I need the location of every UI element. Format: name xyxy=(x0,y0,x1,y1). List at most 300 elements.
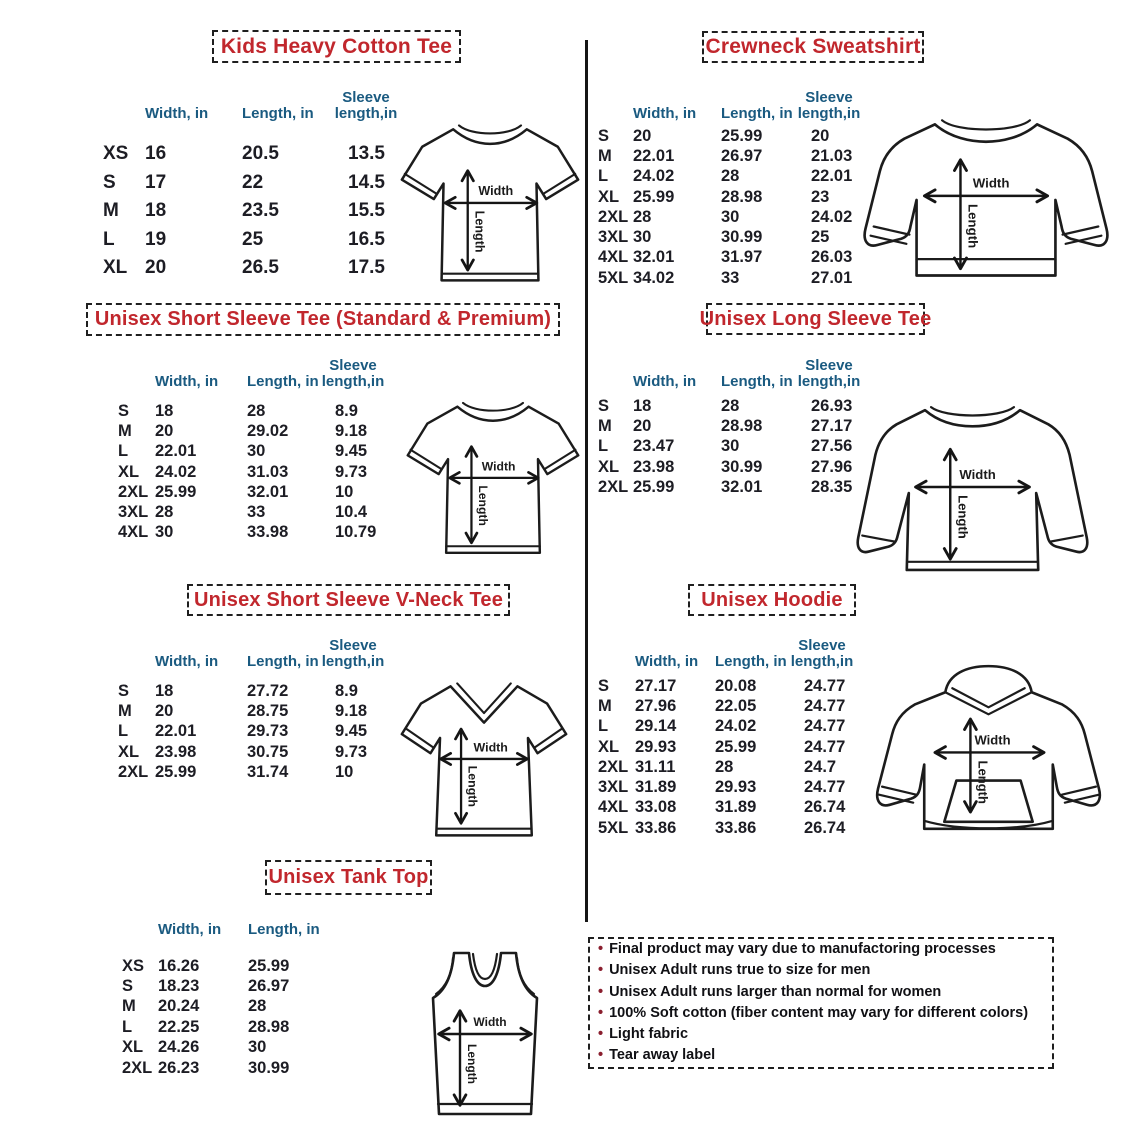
sleeve-value: 8.9 xyxy=(335,681,358,700)
length-value: 33.86 xyxy=(715,818,757,837)
size-label: L xyxy=(598,167,609,186)
width-value: 25.99 xyxy=(633,477,675,496)
length-value: 20.08 xyxy=(715,676,757,695)
bullet-icon: • xyxy=(598,941,604,957)
note-item xyxy=(598,1024,1048,1045)
table-row xyxy=(594,126,899,146)
size-label: M xyxy=(598,696,612,715)
table-row xyxy=(114,956,339,976)
table-row xyxy=(114,1058,339,1078)
size-label: XL xyxy=(598,187,620,206)
width-value: 16.26 xyxy=(158,956,200,975)
crewneck-illustration xyxy=(858,106,1114,300)
garment-outline xyxy=(408,407,579,553)
sleeve-value: 24.77 xyxy=(804,778,846,797)
sleeve-value: 17.5 xyxy=(348,257,385,279)
col-header-sleeve: Sleeve length,in xyxy=(790,637,854,670)
sleeve-value: 9.45 xyxy=(335,442,368,461)
hoodie-illustration xyxy=(866,660,1112,856)
length-value: 31.89 xyxy=(715,798,757,817)
length-value: 28 xyxy=(721,167,740,186)
garment-outline xyxy=(865,124,1108,275)
width-value: 27.17 xyxy=(635,676,677,695)
col-header-sleeve: Sleeve length,in xyxy=(797,357,861,390)
length-value: 28.75 xyxy=(247,701,289,720)
width-value: 25.99 xyxy=(155,762,197,781)
length-value: 30 xyxy=(247,442,266,461)
tank-top-table xyxy=(114,912,339,1078)
title-unisex-short-sleeve-tee xyxy=(86,303,560,336)
size-label: 4XL xyxy=(598,798,629,817)
table-header xyxy=(96,84,436,122)
size-label: L xyxy=(118,442,129,461)
length-value: 32.01 xyxy=(721,477,763,496)
length-value: 33.98 xyxy=(247,523,289,542)
col-header-sleeve: Sleeve length,in xyxy=(321,637,385,670)
table-row xyxy=(594,777,892,797)
width-arrow-label: Width xyxy=(478,184,514,199)
title-unisex-long-sleeve-tee xyxy=(699,303,932,335)
table-rows xyxy=(96,140,436,283)
table-row xyxy=(594,737,892,757)
size-label: L xyxy=(598,437,609,456)
table-header xyxy=(594,632,892,670)
size-label: 5XL xyxy=(598,268,629,287)
kids-tee-table xyxy=(96,84,436,283)
table-rows xyxy=(594,676,892,838)
col-header-sleeve: Sleeve length,in xyxy=(321,357,385,390)
long-sleeve-tee-illustration xyxy=(854,396,1092,578)
width-value: 30 xyxy=(633,228,652,247)
col-header-length: Length, in xyxy=(721,373,793,390)
col-header-sleeve: Sleeve length,in xyxy=(334,89,398,122)
width-arrow-label: Width xyxy=(473,1015,507,1029)
table-row xyxy=(114,742,423,762)
table-row xyxy=(114,482,423,502)
size-label: M xyxy=(598,416,612,435)
length-value: 28 xyxy=(715,757,734,776)
col-header-length: Length, in xyxy=(248,921,320,938)
col-header-width: Width, in xyxy=(158,921,222,938)
width-value: 34.02 xyxy=(633,268,675,287)
section-title-text: Unisex Hoodie xyxy=(701,588,843,611)
length-value: 26.97 xyxy=(721,146,763,165)
size-label: 3XL xyxy=(598,228,629,247)
table-row xyxy=(114,401,423,421)
col-header-width: Width, in xyxy=(155,653,219,670)
column-divider xyxy=(585,40,588,922)
length-value: 26.5 xyxy=(242,257,279,279)
col-header-width: Width, in xyxy=(633,373,697,390)
width-value: 20.24 xyxy=(158,997,200,1016)
width-value: 32.01 xyxy=(633,248,675,267)
sleeve-value: 9.73 xyxy=(335,742,368,761)
table-row xyxy=(114,1038,339,1058)
size-label: XL xyxy=(118,462,140,481)
table-row xyxy=(594,146,899,166)
col-header-length: Length, in xyxy=(715,653,787,670)
sleeve-value: 13.5 xyxy=(348,143,385,165)
table-header xyxy=(114,352,423,390)
table-row xyxy=(594,757,892,777)
length-value: 23.5 xyxy=(242,200,279,222)
size-label: 2XL xyxy=(118,762,149,781)
width-arrow-label: Width xyxy=(473,740,508,755)
sleeve-value: 24.77 xyxy=(804,717,846,736)
size-label: XL xyxy=(122,1038,144,1057)
size-label: 3XL xyxy=(598,778,629,797)
table-rows xyxy=(594,126,899,288)
note-text: Light fabric xyxy=(609,1026,689,1043)
table-row xyxy=(96,169,436,198)
sleeve-value: 9.18 xyxy=(335,421,368,440)
section-title-text: Crewneck Sweatshirt xyxy=(705,35,921,58)
length-value: 30.99 xyxy=(248,1058,290,1077)
sleeve-value: 9.45 xyxy=(335,722,368,741)
note-text: 100% Soft cotton (fiber content may vary for different colors) xyxy=(609,1004,1029,1021)
length-value: 27.72 xyxy=(247,681,289,700)
sleeve-value: 27.56 xyxy=(811,437,853,456)
garment-outline xyxy=(858,410,1088,570)
section-title-text: Unisex Long Sleeve Tee xyxy=(699,307,932,330)
note-item xyxy=(598,982,1048,1003)
length-arrow-label: Length xyxy=(955,495,971,539)
sleeve-value: 21.03 xyxy=(811,146,853,165)
sleeve-value: 24.77 xyxy=(804,737,846,756)
table-row xyxy=(114,722,423,742)
note-item xyxy=(598,960,1048,981)
table-row xyxy=(114,681,423,701)
table-row xyxy=(114,462,423,482)
length-value: 30 xyxy=(721,437,740,456)
table-rows xyxy=(114,956,339,1078)
width-value: 20 xyxy=(155,421,174,440)
section-title-text: Kids Heavy Cotton Tee xyxy=(220,34,453,58)
size-label: XL xyxy=(118,742,140,761)
length-arrow-label: Length xyxy=(975,760,991,804)
width-arrow-label: Width xyxy=(481,459,516,474)
bullet-icon: • xyxy=(598,1047,604,1064)
length-value: 30.75 xyxy=(247,742,289,761)
sleeve-value: 24.7 xyxy=(804,757,837,776)
length-value: 28 xyxy=(247,401,266,420)
width-arrow-label: Width xyxy=(959,466,996,482)
size-label: S xyxy=(598,126,610,145)
width-arrow-label: Width xyxy=(972,175,1010,191)
width-value: 28 xyxy=(155,503,174,522)
sleeve-value: 26.03 xyxy=(811,248,853,267)
size-label: XS xyxy=(122,956,145,975)
vneck-tee-table xyxy=(114,632,423,782)
length-value: 25.99 xyxy=(715,737,757,756)
width-value: 33.08 xyxy=(635,798,677,817)
size-label: L xyxy=(122,1017,133,1036)
length-value: 33 xyxy=(247,503,266,522)
width-value: 22.01 xyxy=(633,146,675,165)
size-label: 2XL xyxy=(598,207,629,226)
length-value: 29.93 xyxy=(715,778,757,797)
table-row xyxy=(114,762,423,782)
width-value: 16 xyxy=(145,143,167,165)
size-label: M xyxy=(103,200,119,222)
size-label: 2XL xyxy=(598,757,629,776)
table-row xyxy=(594,207,899,227)
sleeve-value: 9.18 xyxy=(335,701,368,720)
length-value: 22.05 xyxy=(715,696,757,715)
sleeve-value: 26.93 xyxy=(811,396,853,415)
length-arrow-label: Length xyxy=(472,210,487,253)
length-value: 28.98 xyxy=(721,416,763,435)
width-value: 24.02 xyxy=(633,167,675,186)
length-value: 26.97 xyxy=(248,977,290,996)
col-header-length: Length, in xyxy=(242,105,314,122)
sleeve-value: 10.79 xyxy=(335,523,377,542)
table-row xyxy=(594,696,892,716)
sleeve-value: 20 xyxy=(811,126,830,145)
length-value: 30 xyxy=(248,1038,267,1057)
col-header-length: Length, in xyxy=(721,105,793,122)
size-label: S xyxy=(122,977,134,996)
size-label: S xyxy=(598,676,610,695)
size-label: L xyxy=(103,228,115,250)
collar-line xyxy=(459,125,521,133)
width-value: 29.14 xyxy=(635,717,677,736)
table-row xyxy=(594,167,899,187)
table-row xyxy=(594,676,892,696)
col-header-width: Width, in xyxy=(155,373,219,390)
sleeve-value: 27.01 xyxy=(811,268,853,287)
size-label: M xyxy=(122,997,136,1016)
col-header-length: Length, in xyxy=(247,373,319,390)
length-value: 30.99 xyxy=(721,228,763,247)
sleeve-value: 10 xyxy=(335,482,354,501)
note-text: Unisex Adult runs true to size for men xyxy=(609,962,871,979)
width-value: 20 xyxy=(633,416,652,435)
width-value: 18 xyxy=(155,681,174,700)
note-text: Final product may vary due to manufactoring processes xyxy=(609,941,996,957)
sleeve-value: 27.17 xyxy=(811,416,853,435)
note-item xyxy=(598,1003,1048,1024)
sleeve-value: 9.73 xyxy=(335,462,368,481)
width-value: 20 xyxy=(155,701,174,720)
width-value: 25.99 xyxy=(633,187,675,206)
size-label: XS xyxy=(103,143,129,165)
length-arrow-label: Length xyxy=(965,204,981,249)
sleeve-value: 15.5 xyxy=(348,200,385,222)
sleeve-value: 24.02 xyxy=(811,207,853,226)
width-value: 24.02 xyxy=(155,462,197,481)
length-arrow-label: Length xyxy=(465,765,480,808)
length-value: 25.99 xyxy=(248,956,290,975)
size-label: 2XL xyxy=(118,482,149,501)
size-label: 3XL xyxy=(118,503,149,522)
title-kids-heavy-cotton-tee xyxy=(212,30,461,63)
col-header-length: Length, in xyxy=(247,653,319,670)
width-value: 20 xyxy=(633,126,652,145)
width-value: 22.01 xyxy=(155,442,197,461)
table-row xyxy=(96,197,436,226)
width-value: 23.98 xyxy=(633,457,675,476)
section-title-text: Unisex Tank Top xyxy=(268,866,429,888)
section-title-text: Unisex Short Sleeve Tee (Standard & Premium) xyxy=(94,308,552,330)
width-value: 22.01 xyxy=(155,722,197,741)
size-label: L xyxy=(598,717,609,736)
table-row xyxy=(114,523,423,543)
width-value: 30 xyxy=(155,523,174,542)
width-value: 23.98 xyxy=(155,742,197,761)
table-header xyxy=(594,352,899,390)
size-label: M xyxy=(598,146,612,165)
table-row xyxy=(594,248,899,268)
sleeve-value: 22.01 xyxy=(811,167,853,186)
sleeve-value: 8.9 xyxy=(335,401,358,420)
col-header-width: Width, in xyxy=(635,653,699,670)
short-sleeve-tee-illustration xyxy=(404,390,582,562)
size-label: 4XL xyxy=(118,523,149,542)
size-label: M xyxy=(118,701,132,720)
length-value: 32.01 xyxy=(247,482,289,501)
table-row xyxy=(114,997,339,1017)
size-label: M xyxy=(118,421,132,440)
length-value: 30 xyxy=(721,207,740,226)
table-row xyxy=(96,254,436,283)
bullet-icon: • xyxy=(598,1026,604,1043)
length-value: 25 xyxy=(242,228,264,250)
title-unisex-hoodie xyxy=(688,584,856,616)
width-value: 28 xyxy=(633,207,652,226)
sleeve-value: 23 xyxy=(811,187,830,206)
table-header xyxy=(594,84,899,122)
title-unisex-tank-top xyxy=(265,860,432,895)
size-label: S xyxy=(118,681,130,700)
width-value: 18 xyxy=(145,200,167,222)
table-row xyxy=(114,976,339,996)
width-value: 18 xyxy=(155,401,174,420)
sleeve-value: 28.35 xyxy=(811,477,853,496)
sleeve-value: 14.5 xyxy=(348,171,385,193)
length-value: 20.5 xyxy=(242,143,279,165)
bullet-icon: • xyxy=(598,1004,604,1021)
width-value: 27.96 xyxy=(635,696,677,715)
length-value: 31.03 xyxy=(247,462,289,481)
width-value: 23.47 xyxy=(633,437,675,456)
table-row xyxy=(96,226,436,255)
size-label: 2XL xyxy=(122,1058,153,1077)
width-value: 18.23 xyxy=(158,977,200,996)
table-row xyxy=(594,717,892,737)
sleeve-value: 24.77 xyxy=(804,696,846,715)
sleeve-value: 26.74 xyxy=(804,818,846,837)
length-value: 28 xyxy=(721,396,740,415)
note-text: Unisex Adult runs larger than normal for women xyxy=(609,983,942,1000)
sleeve-value: 25 xyxy=(811,228,830,247)
kids-tee-illustration xyxy=(398,112,582,290)
sleeve-value: 24.77 xyxy=(804,676,846,695)
table-header xyxy=(114,912,339,938)
width-value: 31.11 xyxy=(635,757,676,776)
length-value: 29.73 xyxy=(247,722,289,741)
col-header-width: Width, in xyxy=(633,105,697,122)
sleeve-value: 26.74 xyxy=(804,798,846,817)
bullet-icon: • xyxy=(598,962,604,979)
size-label: 2XL xyxy=(598,477,629,496)
table-header xyxy=(114,632,423,670)
length-value: 30.99 xyxy=(721,457,763,476)
size-label: S xyxy=(118,401,130,420)
table-row xyxy=(114,701,423,721)
size-label: XL xyxy=(598,457,620,476)
size-label: XL xyxy=(103,257,128,279)
table-row xyxy=(594,268,899,288)
table-rows xyxy=(114,401,423,543)
collar-line xyxy=(463,403,523,411)
section-title-text: Unisex Short Sleeve V-Neck Tee xyxy=(193,588,504,611)
sleeve-value: 10 xyxy=(335,762,354,781)
table-row xyxy=(114,1017,339,1037)
table-row xyxy=(114,442,423,462)
hoodie-table xyxy=(594,632,892,838)
size-label: XL xyxy=(598,737,620,756)
table-row xyxy=(594,227,899,247)
width-value: 19 xyxy=(145,228,167,250)
length-value: 31.97 xyxy=(721,248,763,267)
title-unisex-vneck-tee xyxy=(187,584,510,616)
length-value: 24.02 xyxy=(715,717,757,736)
table-row xyxy=(594,187,899,207)
size-label: L xyxy=(118,722,129,741)
garment-outline xyxy=(402,129,578,280)
length-value: 31.74 xyxy=(247,762,289,781)
length-value: 28.98 xyxy=(248,1017,290,1036)
size-label: 4XL xyxy=(598,248,629,267)
length-arrow-label: Length xyxy=(475,485,490,526)
col-header-width: Width, in xyxy=(145,105,209,122)
length-value: 29.02 xyxy=(247,421,289,440)
sleeve-value: 27.96 xyxy=(811,457,853,476)
note-item xyxy=(598,939,1048,960)
note-item xyxy=(598,1045,1048,1066)
length-value: 28.98 xyxy=(721,187,763,206)
length-value: 25.99 xyxy=(721,126,763,145)
size-label: S xyxy=(598,396,610,415)
short-sleeve-tee-table xyxy=(114,352,423,543)
tank-top-illustration xyxy=(424,948,546,1120)
size-label: S xyxy=(103,171,116,193)
length-arrow-label: Length xyxy=(465,1044,479,1084)
crewneck-table xyxy=(594,84,899,288)
width-value: 24.26 xyxy=(158,1038,200,1057)
width-arrow-label: Width xyxy=(974,732,1011,748)
garment-outline xyxy=(402,686,566,835)
neck-inner-line xyxy=(473,954,497,979)
note-text: Tear away label xyxy=(609,1047,716,1064)
col-header-sleeve: Sleeve length,in xyxy=(797,89,861,122)
table-row xyxy=(114,502,423,522)
width-value: 29.93 xyxy=(635,737,677,756)
table-row xyxy=(96,140,436,169)
product-notes xyxy=(588,937,1054,1069)
collar-line xyxy=(931,407,1014,415)
size-label: 5XL xyxy=(598,818,629,837)
bullet-icon: • xyxy=(598,983,604,1000)
table-row xyxy=(594,818,892,838)
width-value: 31.89 xyxy=(635,778,677,797)
width-value: 22.25 xyxy=(158,1017,200,1036)
collar-line xyxy=(942,120,1030,129)
width-value: 20 xyxy=(145,257,167,279)
length-value: 33 xyxy=(721,268,740,287)
notes-list xyxy=(598,939,1048,1067)
